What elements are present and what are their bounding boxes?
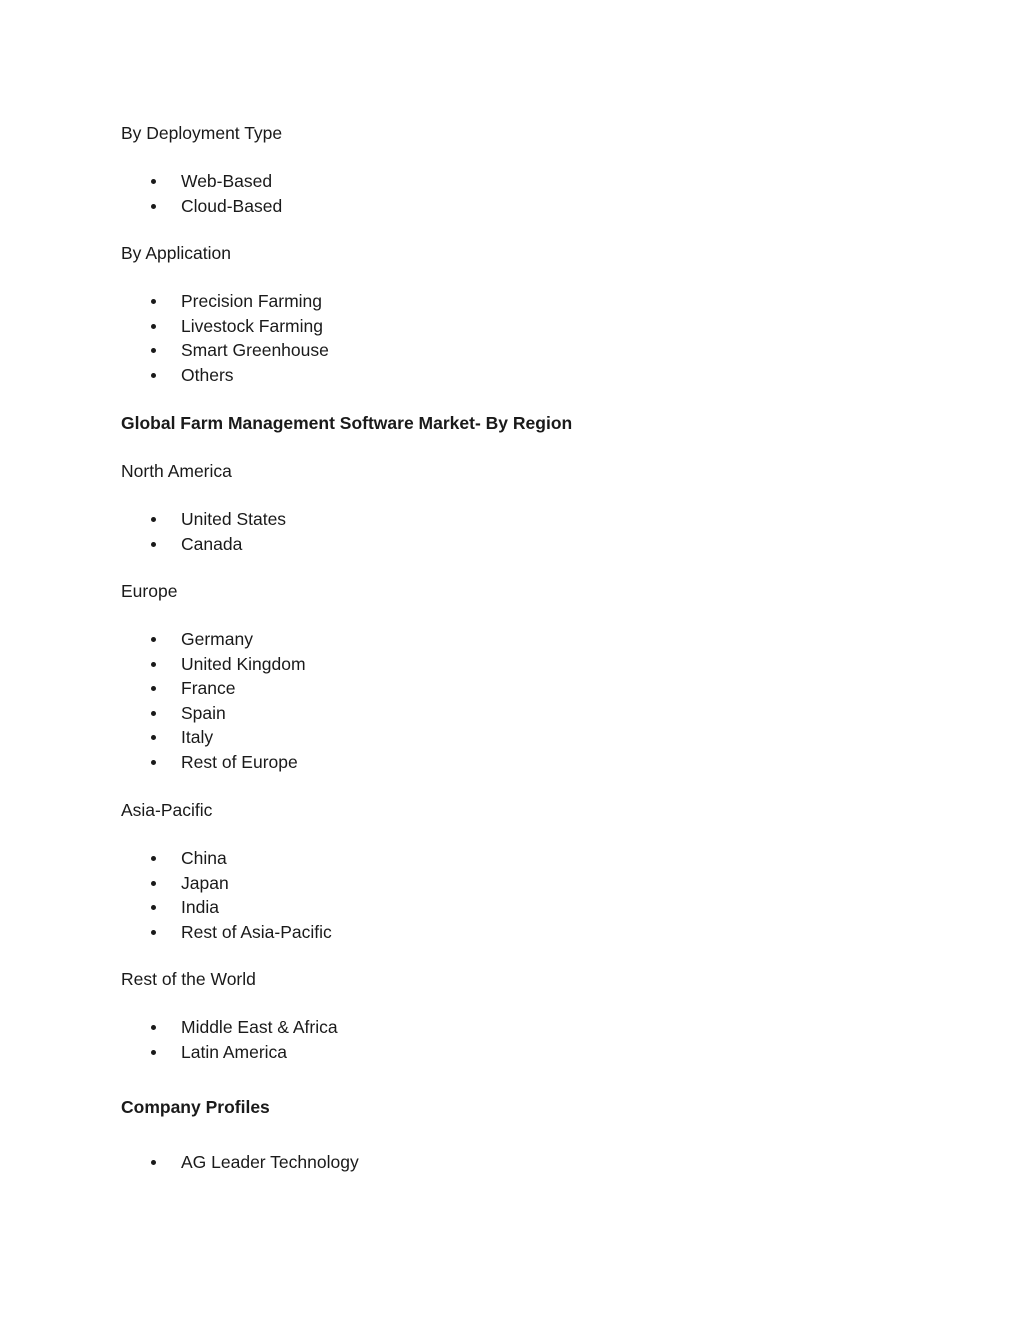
application-list	[121, 290, 721, 388]
company-profiles-heading: Company Profiles	[121, 1097, 270, 1117]
region-section-title: Global Farm Management Software Market- By Region	[121, 413, 573, 433]
bullet-icon	[151, 204, 156, 209]
list-item: AG Leader Technology	[121, 1151, 721, 1176]
list-item: Livestock Farming	[121, 315, 721, 340]
bullet-icon	[151, 1025, 156, 1030]
europe-list	[121, 628, 721, 775]
list-item: Web-Based	[121, 170, 721, 195]
list-item: France	[121, 677, 721, 702]
bullet-icon	[151, 856, 156, 861]
bullet-icon	[151, 373, 156, 378]
north-america-list	[121, 508, 721, 557]
bullet-icon	[151, 760, 156, 765]
list-item: Smart Greenhouse	[121, 339, 721, 364]
bullet-icon	[151, 348, 156, 353]
bullet-icon	[151, 735, 156, 740]
list-item: Japan	[121, 872, 721, 897]
list-item: United Kingdom	[121, 653, 721, 678]
bullet-icon	[151, 637, 156, 642]
bullet-icon	[151, 662, 156, 667]
list-item: Italy	[121, 726, 721, 751]
rest-of-world-list	[121, 1016, 721, 1065]
rest-of-world-heading: Rest of the World	[121, 969, 256, 989]
bullet-icon	[151, 179, 156, 184]
bullet-icon	[151, 711, 156, 716]
bullet-icon	[151, 881, 156, 886]
list-item: Canada	[121, 533, 721, 558]
list-item: Germany	[121, 628, 721, 653]
bullet-icon	[151, 1160, 156, 1165]
list-item: Precision Farming	[121, 290, 721, 315]
application-heading: By Application	[121, 243, 231, 263]
bullet-icon	[151, 299, 156, 304]
list-item: Rest of Asia-Pacific	[121, 921, 721, 946]
north-america-heading: North America	[121, 461, 232, 481]
asia-pacific-heading: Asia-Pacific	[121, 800, 213, 820]
bullet-icon	[151, 324, 156, 329]
bullet-icon	[151, 930, 156, 935]
bullet-icon	[151, 542, 156, 547]
list-item: Others	[121, 364, 721, 389]
list-item: China	[121, 847, 721, 872]
bullet-icon	[151, 905, 156, 910]
deployment-type-list	[121, 170, 721, 219]
list-item: Middle East & Africa	[121, 1016, 721, 1041]
list-item: United States	[121, 508, 721, 533]
bullet-icon	[151, 517, 156, 522]
bullet-icon	[151, 1050, 156, 1055]
bullet-icon	[151, 686, 156, 691]
deployment-type-heading: By Deployment Type	[121, 123, 283, 143]
list-item: Rest of Europe	[121, 751, 721, 776]
list-item: Cloud-Based	[121, 195, 721, 220]
europe-heading: Europe	[121, 581, 178, 601]
company-profiles-list	[121, 1151, 721, 1176]
list-item: Spain	[121, 702, 721, 727]
asia-pacific-list	[121, 847, 721, 945]
list-item: India	[121, 896, 721, 921]
list-item: Latin America	[121, 1041, 721, 1066]
